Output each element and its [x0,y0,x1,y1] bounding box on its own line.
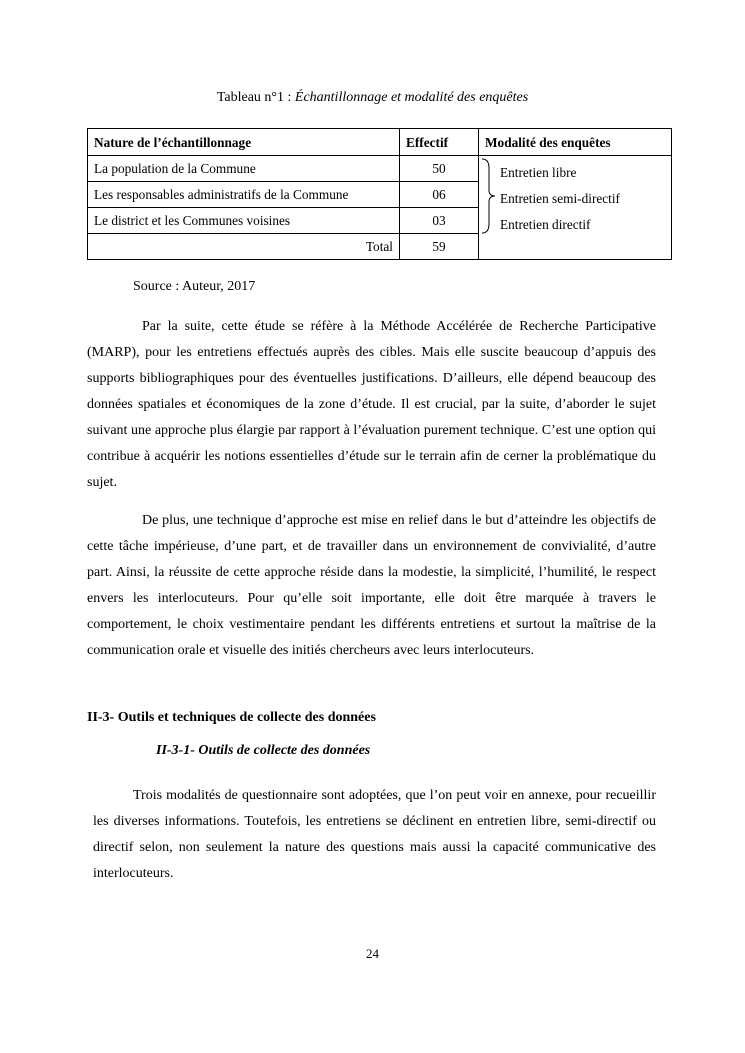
header-nature: Nature de l’échantillonnage [88,129,400,156]
paragraph-text: Trois modalités de questionnaire sont adoptées, que l’on peut voir en annexe, pour recueillir les diverses informations. Toutefois, les entretiens se déclinent en entretien libre, semi-directif ou directif selon, non seulement la nature des questions mais aussi la capacité communicative des interlocuteurs. [93,788,656,881]
table-row [88,156,672,182]
header-effectif: Effectif [400,129,479,156]
subsection-heading: II-3-1- Outils de collecte des données [156,743,371,758]
section-heading: II-3- Outils et techniques de collecte des données [87,710,376,725]
paragraph-1 [87,314,656,496]
modalite-list [500,160,620,238]
total-value: 59 [400,234,479,260]
sampling-table [87,128,672,260]
modalite-item: Entretien semi-directif [500,191,620,206]
row-nature: La population de la Commune [88,156,400,182]
table-caption [0,90,745,106]
modalite-cell [479,156,672,260]
paragraph-text: De plus, une technique d’approche est mise en relief dans le but d’atteindre les objectifs de cette tâche impérieuse, d’une part, et de travailler dans un environnement de convivialité, d’autre part. Ainsi, la réussite de cette approche réside dans la modestie, la simplicité, l’humilité, le respect envers les interlocuteurs. Pour qu’elle soit importante, elle doit être marquée à travers le comportement, le choix vestimentaire pendant les différents entretiens et surtout la maîtrise de la communication orale et visuelle des initiés chercheurs avec leurs interlocuteurs. [87,513,656,658]
row-effectif: 03 [400,208,479,234]
row-effectif: 50 [400,156,479,182]
modalite-item: Entretien directif [500,217,591,232]
paragraph-text: Par la suite, cette étude se réfère à la Méthode Accélérée de Recherche Participative (MARP), pour les entretiens effectués auprès des cibles. Mais elle suscite beaucoup d’appuis des supports bibliographiques pour des éventuelles justifications. D’ailleurs, elle dépend beaucoup des données spatiales et économiques de la zone d’étude. Il est crucial, par la suite, d’aborder le sujet suivant une approche plus élargie par rapport à l’évaluation purement technique. C’est une option qui contribue à acquérir les notions essentielles d’étude sur le terrain afin de cerner la problématique du sujet. [87,319,656,490]
paragraph-3 [93,783,656,887]
modalite-item: Entretien libre [500,165,577,180]
total-label: Total [88,234,400,260]
curly-brace-icon [479,156,499,236]
row-nature: Le district et les Communes voisines [88,208,400,234]
page-number: 24 [366,946,379,961]
caption-prefix: Tableau n°1 : [216,90,295,105]
header-modalite: Modalité des enquêtes [479,129,672,156]
paragraph-2 [87,508,656,664]
caption-title: Échantillonnage et modalité des enquêtes [294,90,529,105]
row-nature: Les responsables administratifs de la Commune [88,182,400,208]
row-effectif: 06 [400,182,479,208]
table-source: Source : Auteur, 2017 [133,279,256,294]
table-header-row [88,129,672,156]
